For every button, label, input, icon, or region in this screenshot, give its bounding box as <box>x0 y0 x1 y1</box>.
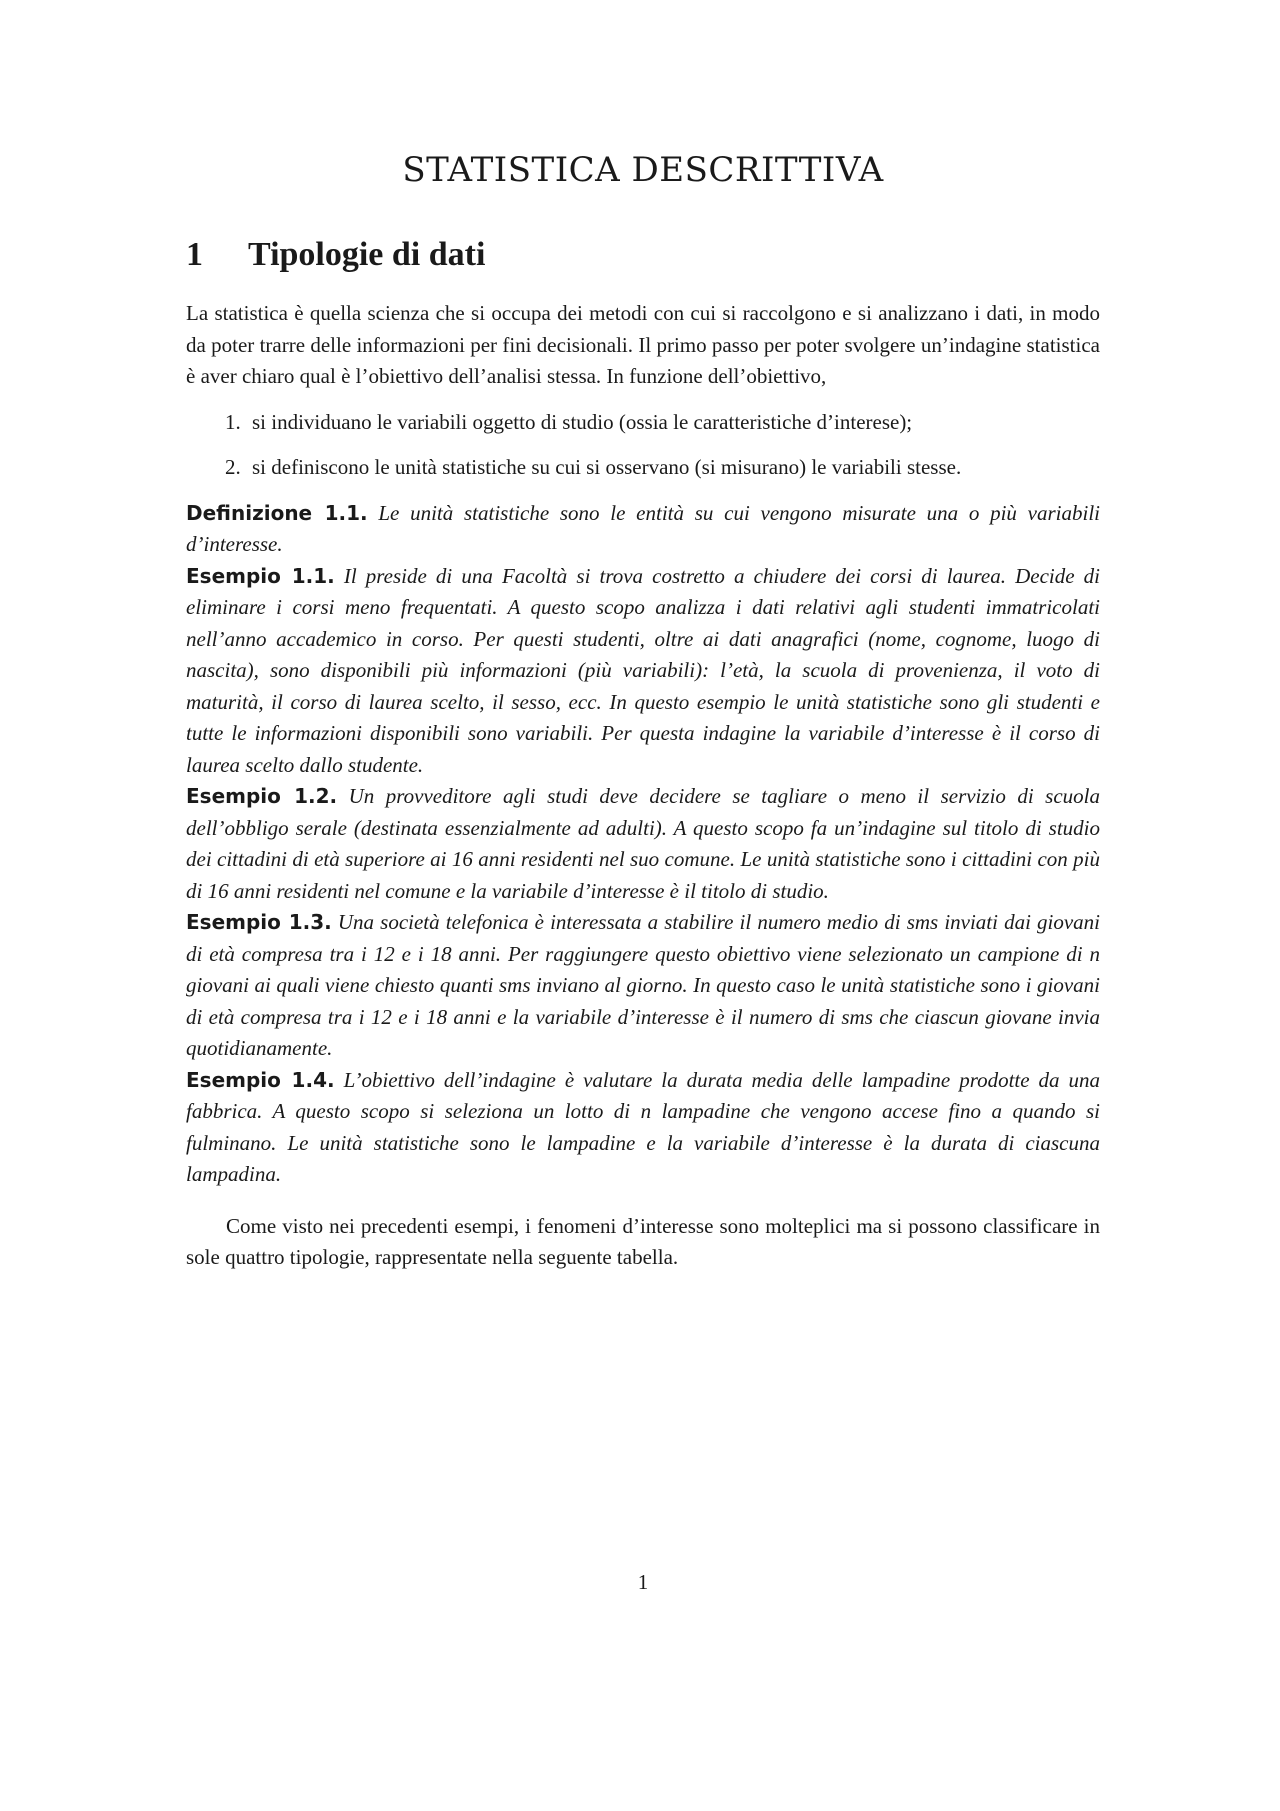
example-block <box>186 1065 1100 1191</box>
list-item: 2. si definiscono le unità statistiche su cui si osservano (si misurano) le variabili stesse. <box>246 452 1100 484</box>
example-block <box>186 781 1100 907</box>
closing-paragraph: Come visto nei precedenti esempi, i fenomeni d’interesse sono molteplici ma si possono classificare in sole quattro tipologie, rappresentate nella seguente tabella. <box>186 1213 1100 1269</box>
example-label: Esempio 1.3. <box>186 910 332 934</box>
section-heading <box>186 236 485 274</box>
section-number: 1 <box>186 236 203 273</box>
page-number: 1 <box>637 1570 649 1594</box>
example-block <box>186 907 1100 1065</box>
section-body <box>186 298 1100 1274</box>
example-label: Esempio 1.1. <box>186 563 335 588</box>
example-block <box>186 561 1100 782</box>
definition-block <box>186 498 1100 561</box>
example-text: Il preside di una Facoltà si trova costretto a chiudere dei corsi di laurea. Decide di eliminare i corsi meno frequentati. A questo scopo analizza i dati relativi agli studenti immatricolati nell’anno accademico in corso. Per questi studenti, oltre ai dati anagrafici (nome, cognome, luogo di nascita), sono disponibili più informazioni (più variabili): l’età, la scuola di provenienza, il voto di maturità, il corso di laurea scelto, il sesso, ecc. In questo esempio le unità statistiche sono gli studenti e tutte le informazioni disponibili sono variabili. Per questa indagine la variabile d’interesse è il corso di laurea scelto dallo studente. <box>186 563 1101 777</box>
definition-label: Definizione 1.1. <box>186 500 368 525</box>
definition-text: Le unità statistiche sono le entità su cui vengono misurate una o più variabili d’interesse. <box>186 500 1100 556</box>
example-text: Un provveditore agli studi deve decidere se tagliare o meno il servizio di scuola dell’obbligo serale (destinata essenzialmente ad adulti). A questo scopo fa un’indagine sul titolo di studio dei cittadini di età superiore ai 16 anni residenti nel suo comune. Le unità statistiche sono i cittadini con più di 16 anni residenti nel comune e la variabile d’interesse è il titolo di studio. <box>186 784 1101 903</box>
list-item: 1. si individuano le variabili oggetto di studio (ossia le caratteristiche d’interese); <box>246 407 1100 439</box>
steps-list <box>186 407 1100 484</box>
document-title: STATISTICA DESCRITTIVA <box>402 150 884 190</box>
example-label: Esempio 1.4. <box>186 1067 335 1092</box>
intro-paragraph: La statistica è quella scienza che si occupa dei metodi con cui si raccolgono e si analizzano i dati, in modo da poter trarre delle informazioni per fini decisionali. Il primo passo per poter svolgere un’indagine statistica è aver chiaro qual è l’obiettivo dell’analisi stessa. In funzione dell’obiettivo, <box>186 301 1100 388</box>
example-text: L’obiettivo dell’indagine è valutare la durata media delle lampadine prodotte da una fabbrica. A questo scopo si seleziona un lotto di n lampadine che vengono accese fino a quando si fulminano. Le unità statistiche sono le lampadine e la variabile d’interesse è la durata di ciascuna lampadina. <box>186 1067 1101 1186</box>
example-text: Una società telefonica è interessata a stabilire il numero medio di sms inviati dai giovani di età compresa tra i 12 e i 18 anni. Per raggiungere questo obiettivo viene selezionato un campione di n giovani ai quali viene chiesto quanti sms inviano al giorno. In questo caso le unità statistiche sono i giovani di età compresa tra i 12 e i 18 anni e la variabile d’interesse è il numero di sms che ciascun giovane invia quotidianamente. <box>186 910 1101 1060</box>
section-title: Tipologie di dati <box>248 236 486 273</box>
example-label: Esempio 1.2. <box>186 784 338 808</box>
